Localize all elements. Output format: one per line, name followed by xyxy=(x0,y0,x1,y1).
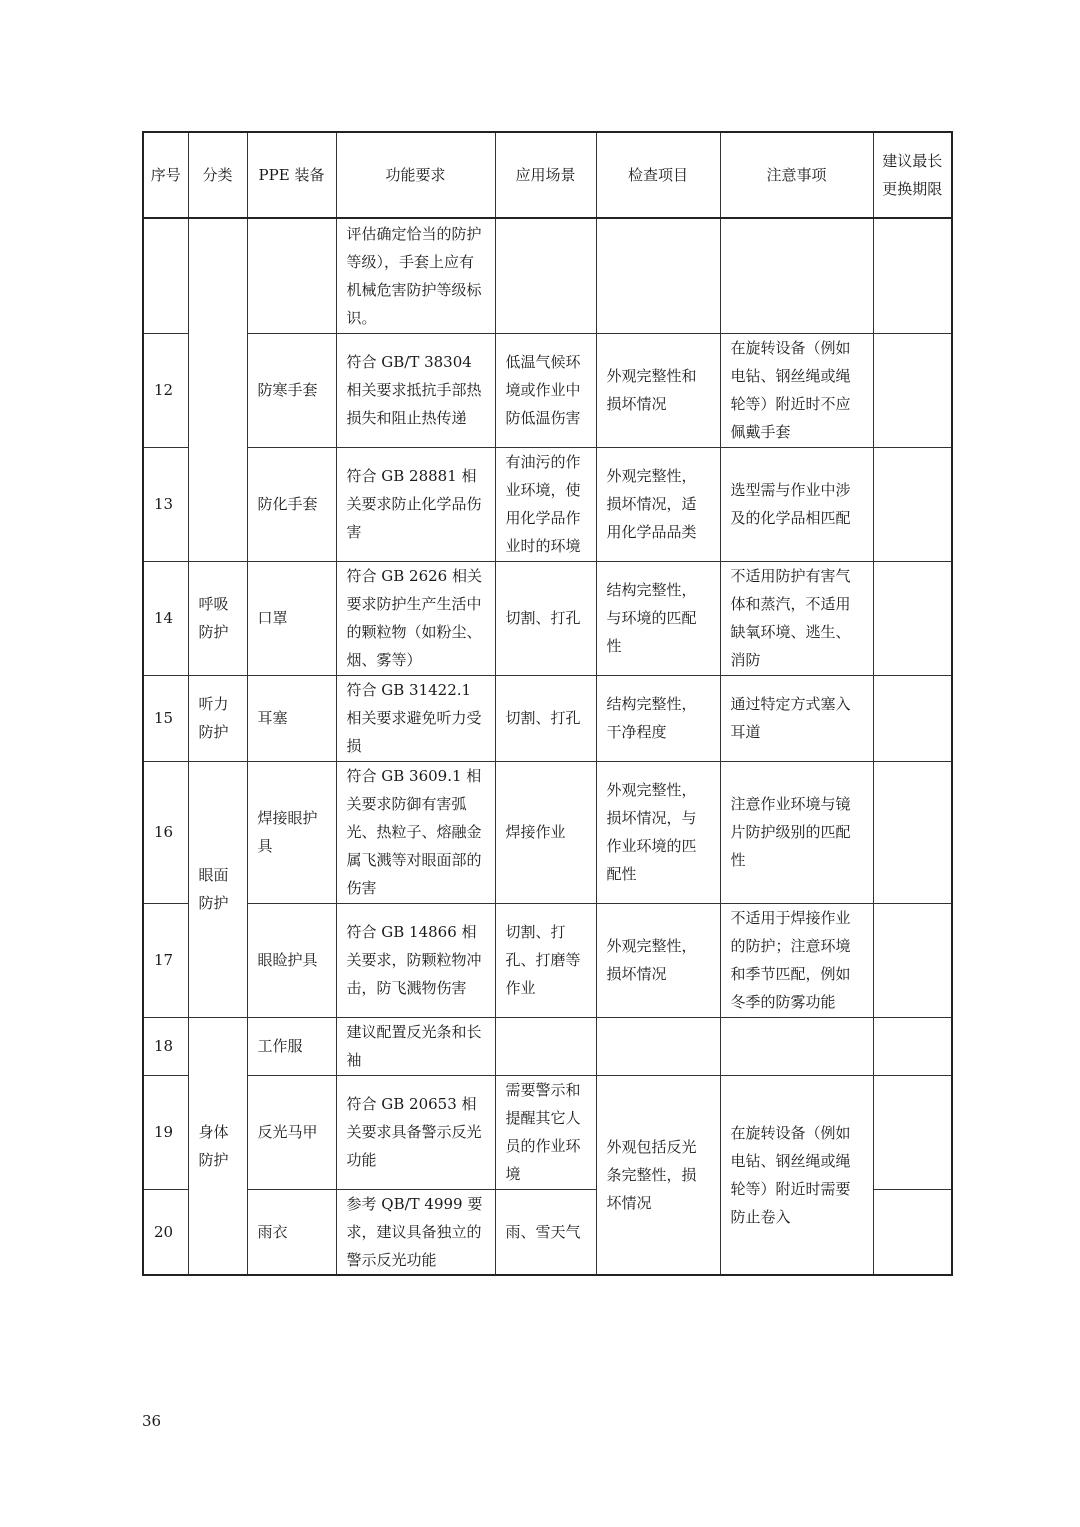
cell-scene: 切割、打孔、打磨等作业 xyxy=(495,903,596,1017)
cell-scene: 需要警示和提醒其它人员的作业环境 xyxy=(495,1075,596,1189)
cell-scene: 焊接作业 xyxy=(495,761,596,903)
cell-note: 不适用防护有害气体和蒸汽，不适用缺氧环境、逃生、消防 xyxy=(720,561,873,675)
cell-category xyxy=(188,218,247,561)
table-row xyxy=(143,1075,952,1189)
cell-note: 通过特定方式塞入耳道 xyxy=(720,675,873,761)
cell-equipment: 口罩 xyxy=(247,561,336,675)
cell-function: 符合 GB 3609.1 相关要求防御有害弧光、热粒子、熔融金属飞溅等对眼面部的伤害 xyxy=(336,761,495,903)
cell-replacement xyxy=(873,675,952,761)
table-row xyxy=(143,1017,952,1075)
cell-function: 评估确定恰当的防护等级），手套上应有机械危害防护等级标识。 xyxy=(336,218,495,333)
cell-category: 身体防护 xyxy=(188,1017,247,1275)
cell-check: 外观完整性，损坏情况 xyxy=(596,903,720,1017)
cell-equipment: 反光马甲 xyxy=(247,1075,336,1189)
cell-function: 符合 GB 14866 相关要求，防颗粒物冲击，防飞溅物伤害 xyxy=(336,903,495,1017)
cell-note xyxy=(720,218,873,333)
header-row xyxy=(143,132,952,218)
cell-replacement xyxy=(873,1075,952,1189)
cell-category: 听力防护 xyxy=(188,675,247,761)
cell-note: 不适用于焊接作业的防护；注意环境和季节匹配，例如冬季的防雾功能 xyxy=(720,903,873,1017)
cell-replacement xyxy=(873,218,952,333)
cell-seq: 14 xyxy=(143,561,188,675)
cell-replacement xyxy=(873,903,952,1017)
header-scene: 应用场景 xyxy=(495,132,596,218)
cell-note: 在旋转设备（例如电钻、钢丝绳或绳轮等）附近时需要防止卷入 xyxy=(720,1075,873,1275)
cell-check: 外观完整性，损坏情况，适用化学品品类 xyxy=(596,447,720,561)
cell-equipment: 防化手套 xyxy=(247,447,336,561)
header-note: 注意事项 xyxy=(720,132,873,218)
cell-replacement xyxy=(873,1017,952,1075)
table-row xyxy=(143,561,952,675)
cell-scene: 雨、雪天气 xyxy=(495,1189,596,1275)
cell-function: 参考 QB/T 4999 要求，建议具备独立的警示反光功能 xyxy=(336,1189,495,1275)
header-check: 检查项目 xyxy=(596,132,720,218)
cell-function: 符合 GB 2626 相关要求防护生产生活中的颗粒物（如粉尘、烟、雾等） xyxy=(336,561,495,675)
cell-note: 选型需与作业中涉及的化学品相匹配 xyxy=(720,447,873,561)
cell-function: 建议配置反光条和长袖 xyxy=(336,1017,495,1075)
cell-equipment: 眼睑护具 xyxy=(247,903,336,1017)
cell-check: 外观完整性和损坏情况 xyxy=(596,333,720,447)
cell-note: 在旋转设备（例如电钻、钢丝绳或绳轮等）附近时不应佩戴手套 xyxy=(720,333,873,447)
cell-check xyxy=(596,1017,720,1075)
cell-seq: 12 xyxy=(143,333,188,447)
cell-scene xyxy=(495,1017,596,1075)
cell-seq: 15 xyxy=(143,675,188,761)
table-row xyxy=(143,333,952,447)
header-function: 功能要求 xyxy=(336,132,495,218)
cell-equipment xyxy=(247,218,336,333)
cell-replacement xyxy=(873,561,952,675)
table-row xyxy=(143,447,952,561)
table-row xyxy=(143,218,952,333)
cell-check: 结构完整性，干净程度 xyxy=(596,675,720,761)
cell-equipment: 焊接眼护具 xyxy=(247,761,336,903)
cell-check xyxy=(596,218,720,333)
cell-seq: 17 xyxy=(143,903,188,1017)
cell-seq xyxy=(143,218,188,333)
table-row xyxy=(143,903,952,1017)
cell-scene: 低温气候环境或作业中防低温伤害 xyxy=(495,333,596,447)
cell-equipment: 工作服 xyxy=(247,1017,336,1075)
cell-function: 符合 GB 20653 相关要求具备警示反光功能 xyxy=(336,1075,495,1189)
page-number: 36 xyxy=(142,1412,162,1430)
cell-note xyxy=(720,1017,873,1075)
cell-seq: 18 xyxy=(143,1017,188,1075)
header-seq: 序号 xyxy=(143,132,188,218)
cell-check: 外观包括反光条完整性，损坏情况 xyxy=(596,1075,720,1275)
cell-replacement xyxy=(873,447,952,561)
header-category: 分类 xyxy=(188,132,247,218)
header-equipment: PPE 装备 xyxy=(247,132,336,218)
cell-replacement xyxy=(873,333,952,447)
cell-category: 呼吸防护 xyxy=(188,561,247,675)
cell-check: 结构完整性，与环境的匹配性 xyxy=(596,561,720,675)
cell-equipment: 耳塞 xyxy=(247,675,336,761)
cell-scene xyxy=(495,218,596,333)
cell-seq: 19 xyxy=(143,1075,188,1189)
cell-note: 注意作业环境与镜片防护级别的匹配性 xyxy=(720,761,873,903)
cell-check: 外观完整性，损坏情况，与作业环境的匹配性 xyxy=(596,761,720,903)
cell-scene: 有油污的作业环境，使用化学品作业时的环境 xyxy=(495,447,596,561)
ppe-table xyxy=(142,131,953,1276)
cell-seq: 20 xyxy=(143,1189,188,1275)
table-row xyxy=(143,761,952,903)
cell-category: 眼面防护 xyxy=(188,761,247,1017)
cell-seq: 16 xyxy=(143,761,188,903)
cell-seq: 13 xyxy=(143,447,188,561)
cell-function: 符合 GB 28881 相关要求防止化学品伤害 xyxy=(336,447,495,561)
cell-replacement xyxy=(873,761,952,903)
cell-scene: 切割、打孔 xyxy=(495,561,596,675)
cell-function: 符合 GB/T 38304 相关要求抵抗手部热损失和阻止热传递 xyxy=(336,333,495,447)
cell-scene: 切割、打孔 xyxy=(495,675,596,761)
cell-function: 符合 GB 31422.1 相关要求避免听力受损 xyxy=(336,675,495,761)
cell-equipment: 雨衣 xyxy=(247,1189,336,1275)
cell-replacement xyxy=(873,1189,952,1275)
table-row xyxy=(143,675,952,761)
header-replacement: 建议最长更换期限 xyxy=(873,132,952,218)
cell-equipment: 防寒手套 xyxy=(247,333,336,447)
